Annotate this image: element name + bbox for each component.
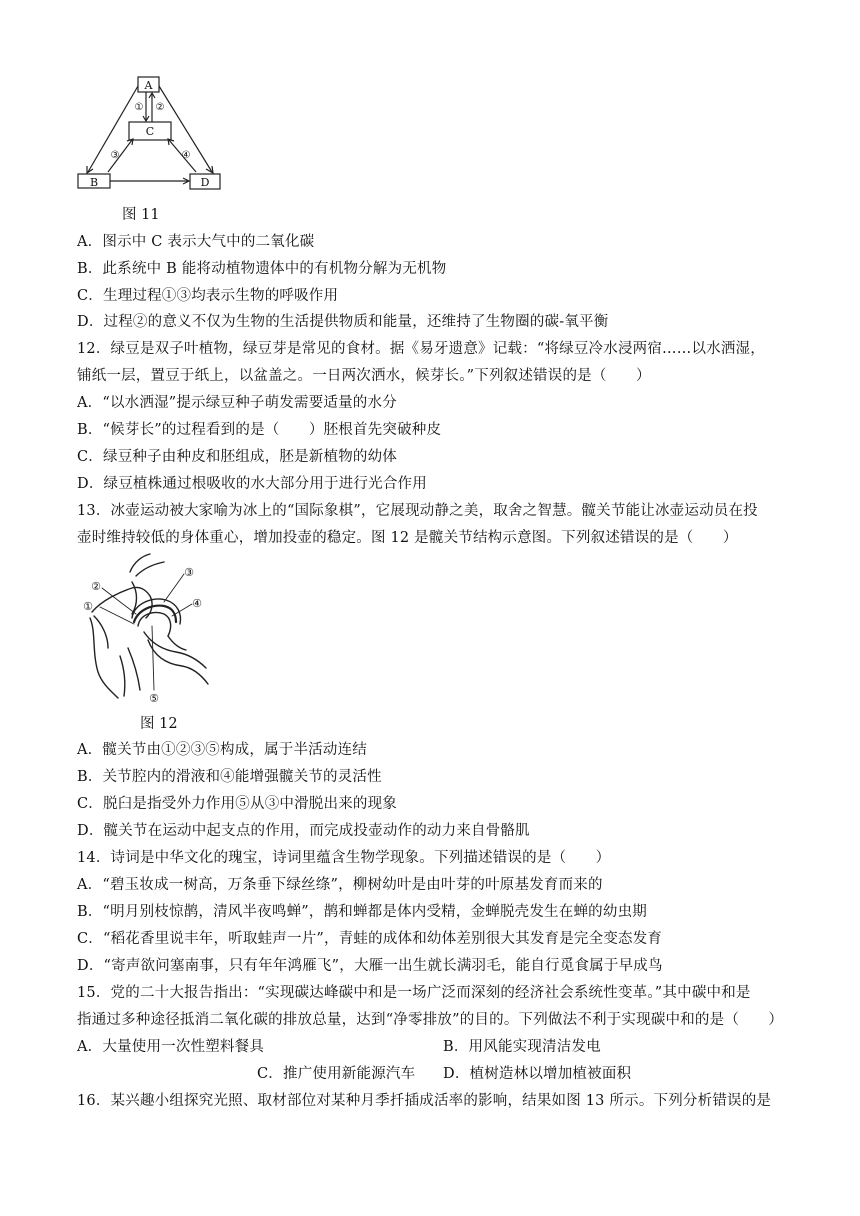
q16-stem-line1: 16．某兴趣小组探究光照、取材部位对某种月季扦插成活率的影响，结果如图 13 所示。下列分析错误的是 bbox=[77, 1093, 772, 1109]
q12-option-b: B．“候芽长”的过程看到的是（ ）胚根首先突破种皮 bbox=[77, 422, 442, 438]
q14-option-c: C．“稻花香里说丰年，听取蛙声一片”，青蛙的成体和幼体差别很大其发育是完全变态发育 bbox=[77, 931, 663, 947]
q15-option-d: D．植树造林以增加植被面积 bbox=[443, 1066, 632, 1082]
hip-label-1: ① bbox=[83, 600, 93, 613]
q12-option-c: C．绿豆种子由种皮和胚组成，胚是新植物的幼体 bbox=[77, 449, 397, 465]
q15-option-a: A．大量使用一次性塑料餐具 bbox=[77, 1039, 265, 1055]
q13-stem-line2: 壶时维持较低的身体重心，增加投壶的稳定。图 12 是髋关节结构示意图。下列叙述错误的是（ ） bbox=[77, 530, 738, 546]
box-a-label: A bbox=[144, 79, 153, 92]
q14-option-a: A．“碧玉妆成一树高，万条垂下绿丝绦”，柳树幼叶是由叶芽的叶原基发育而来的 bbox=[77, 877, 603, 893]
q11-option-d: D．过程②的意义不仅为生物的生活提供物质和能量，还维持了生物圈的碳-氧平衡 bbox=[77, 314, 609, 330]
q11-option-a: A．图示中 C 表示大气中的二氧化碳 bbox=[77, 234, 315, 250]
q12-stem-line1: 12．绿豆是双子叶植物，绿豆芽是常见的食材。据《易牙遗意》记载：“将绿豆冷水浸两宿……以水洒湿， bbox=[77, 341, 765, 357]
q15-stem-line1: 15．党的二十大报告指出：“实现碳达峰碳中和是一场广泛而深刻的经济社会系统性变革。”其中碳中和是 bbox=[77, 985, 751, 1001]
q15-option-c: C．推广使用新能源汽车 bbox=[257, 1066, 416, 1082]
hip-label-3: ③ bbox=[184, 566, 194, 579]
arrow-label-1: ① bbox=[134, 102, 144, 113]
box-c-label: C bbox=[145, 125, 155, 138]
q15-option-b: B．用风能实现清洁发电 bbox=[443, 1039, 601, 1055]
figure-11-caption: 图 11 bbox=[122, 207, 160, 223]
figure-12-caption: 图 12 bbox=[140, 716, 178, 732]
hip-label-5: ⑤ bbox=[149, 692, 159, 704]
arrow-label-2: ② bbox=[155, 102, 165, 113]
q13-option-c: C．脱臼是指受外力作用⑤从③中滑脱出来的现象 bbox=[77, 796, 397, 812]
arrow-label-3: ③ bbox=[110, 150, 120, 161]
hip-label-2: ② bbox=[91, 580, 101, 593]
q14-stem: 14．诗词是中华文化的瑰宝，诗词里蕴含生物学现象。下列描述错误的是（ ） bbox=[77, 850, 611, 866]
q12-stem-line2: 铺纸一层，置豆于纸上，以盆盖之。一日两次洒水，候芽长。”下列叙述错误的是（ ） bbox=[77, 368, 651, 384]
q11-option-c: C．生理过程①③均表示生物的呼吸作用 bbox=[77, 288, 339, 304]
q14-option-b: B．“明月别枝惊鹊，清风半夜鸣蝉”，鹊和蝉都是体内受精，金蝉脱壳发生在蝉的幼虫期 bbox=[77, 904, 647, 920]
q13-option-b: B．关节腔内的滑液和④能增强髋关节的灵活性 bbox=[77, 769, 382, 785]
q11-option-b: B．此系统中 B 能将动植物遗体中的有机物分解为无机物 bbox=[77, 261, 447, 277]
hip-label-4: ④ bbox=[192, 597, 202, 610]
box-d-label: D bbox=[200, 176, 210, 189]
arrow-label-4: ④ bbox=[181, 150, 191, 161]
q12-option-a: A．“以水洒湿”提示绿豆种子萌发需要适量的水分 bbox=[77, 395, 397, 411]
figure-11-diagram bbox=[72, 72, 232, 197]
q13-option-a: A．髋关节由①②③⑤构成，属于半活动连结 bbox=[77, 742, 367, 758]
figure-12-diagram bbox=[72, 552, 222, 704]
box-b-label: B bbox=[89, 176, 99, 189]
q14-option-d: D．“寄声欲问塞南事，只有年年鸿雁飞”，大雁一出生就长满羽毛，能自行觅食属于早成鸟 bbox=[77, 958, 663, 974]
q12-option-d: D．绿豆植株通过根吸收的水大部分用于进行光合作用 bbox=[77, 476, 427, 492]
q13-option-d: D．髋关节在运动中起支点的作用，而完成投壶动作的动力来自骨骼肌 bbox=[77, 823, 530, 839]
q13-stem-line1: 13．冰壶运动被大家喻为冰上的“国际象棋”，它展现动静之美，取舍之智慧。髋关节能让冰壶运动员在投 bbox=[77, 503, 758, 519]
q15-stem-line2: 指通过多种途径抵消二氧化碳的排放总量，达到“净零排放”的目的。下列做法不利于实现碳中和的是（ ） bbox=[77, 1012, 784, 1028]
